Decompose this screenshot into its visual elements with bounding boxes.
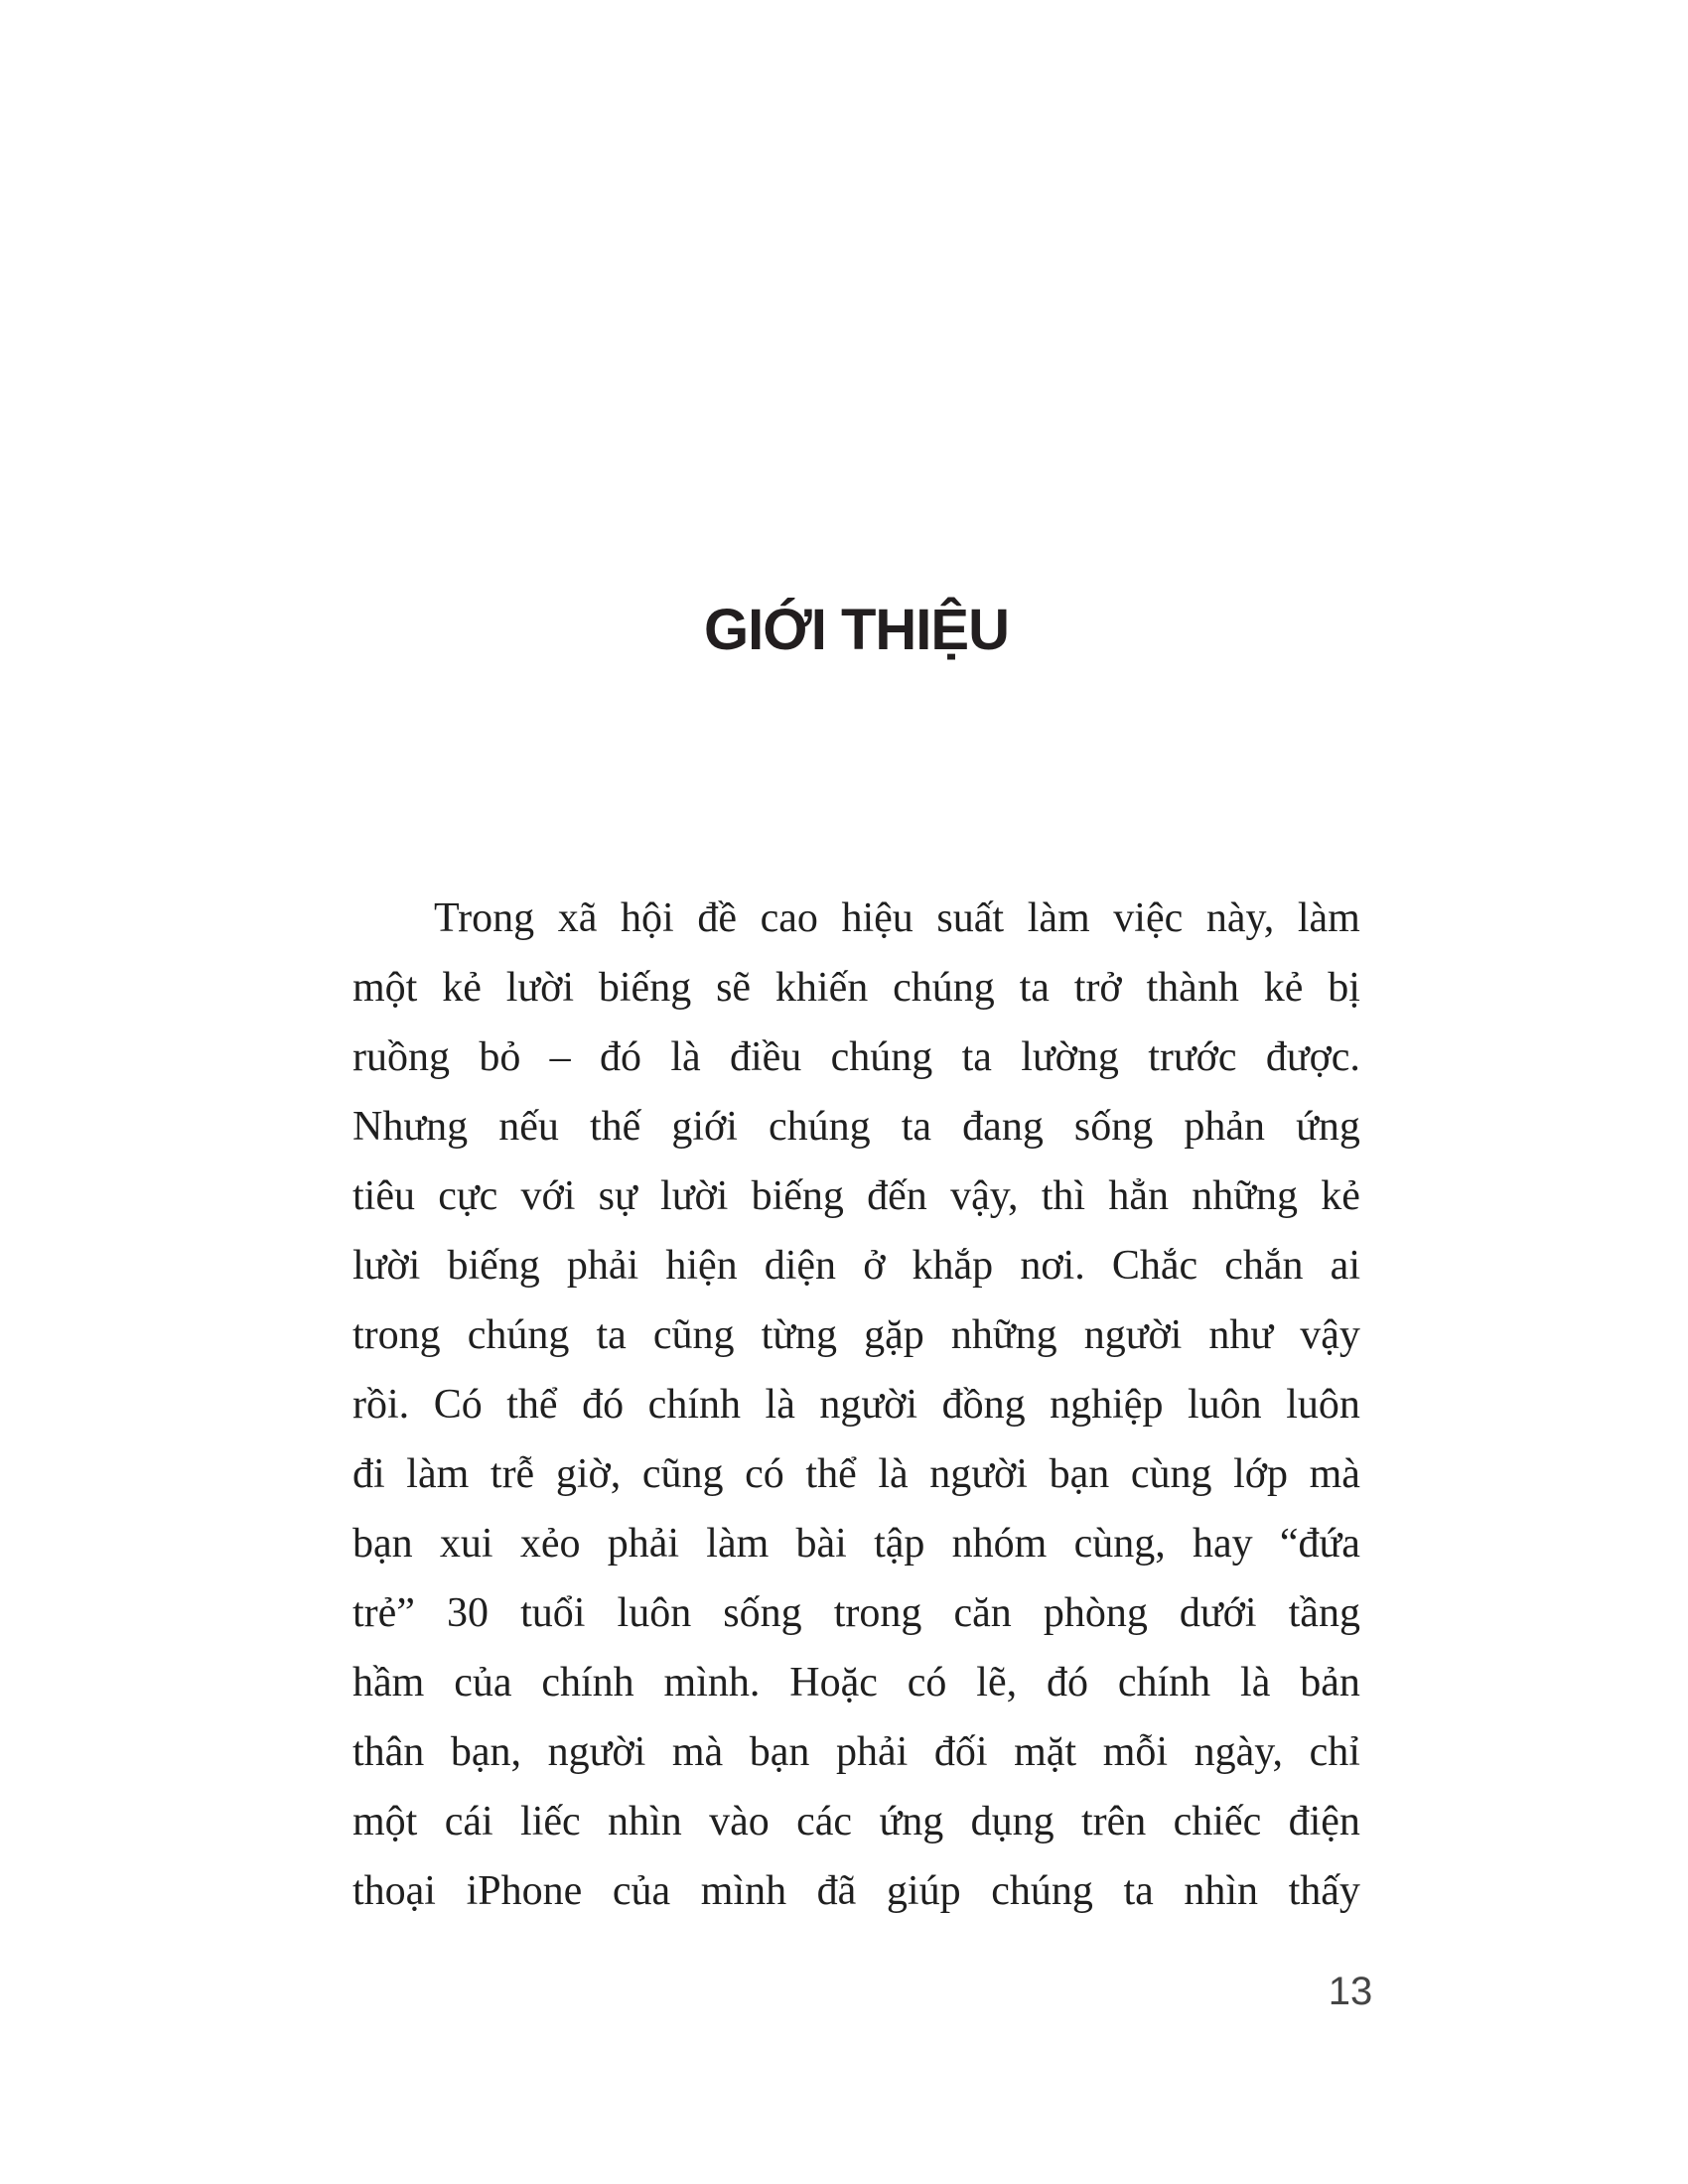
text-line: một cái liếc nhìn vào các ứng dụng trên chiếc điện (352, 1799, 1360, 1844)
text-line: Nhưng nếu thế giới chúng ta đang sống phản ứng (352, 1104, 1360, 1150)
body-text (352, 884, 1360, 1926)
text-line: rồi. Có thể đó chính là người đồng nghiệp luôn luôn (352, 1382, 1360, 1428)
text-line: một kẻ lười biếng sẽ khiến chúng ta trở thành kẻ bị (352, 965, 1360, 1011)
text-line: trong chúng ta cũng từng gặp những người như vậy (352, 1312, 1360, 1358)
text-line: thân bạn, người mà bạn phải đối mặt mỗi ngày, chỉ (352, 1729, 1360, 1775)
text-line: lười biếng phải hiện diện ở khắp nơi. Chắc chắn ai (352, 1243, 1360, 1289)
text-line: ruồng bỏ – đó là điều chúng ta lường trước được. (352, 1034, 1360, 1080)
text-line: bạn xui xẻo phải làm bài tập nhóm cùng, hay “đứa (352, 1521, 1360, 1567)
text-line: Trong xã hội đề cao hiệu suất làm việc này, làm (434, 895, 1360, 941)
page-number: 13 (1328, 1970, 1373, 2013)
text-line: tiêu cực với sự lười biếng đến vậy, thì hẳn những kẻ (352, 1173, 1360, 1219)
text-line: thoại iPhone của mình đã giúp chúng ta nhìn thấy (352, 1868, 1360, 1914)
text-line: hầm của chính mình. Hoặc có lẽ, đó chính là bản (352, 1660, 1360, 1706)
text-line: trẻ” 30 tuổi luôn sống trong căn phòng dưới tầng (352, 1590, 1360, 1636)
chapter-title: GIỚI THIỆU (704, 598, 1009, 662)
text-line: đi làm trễ giờ, cũng có thể là người bạn cùng lớp mà (352, 1451, 1360, 1497)
